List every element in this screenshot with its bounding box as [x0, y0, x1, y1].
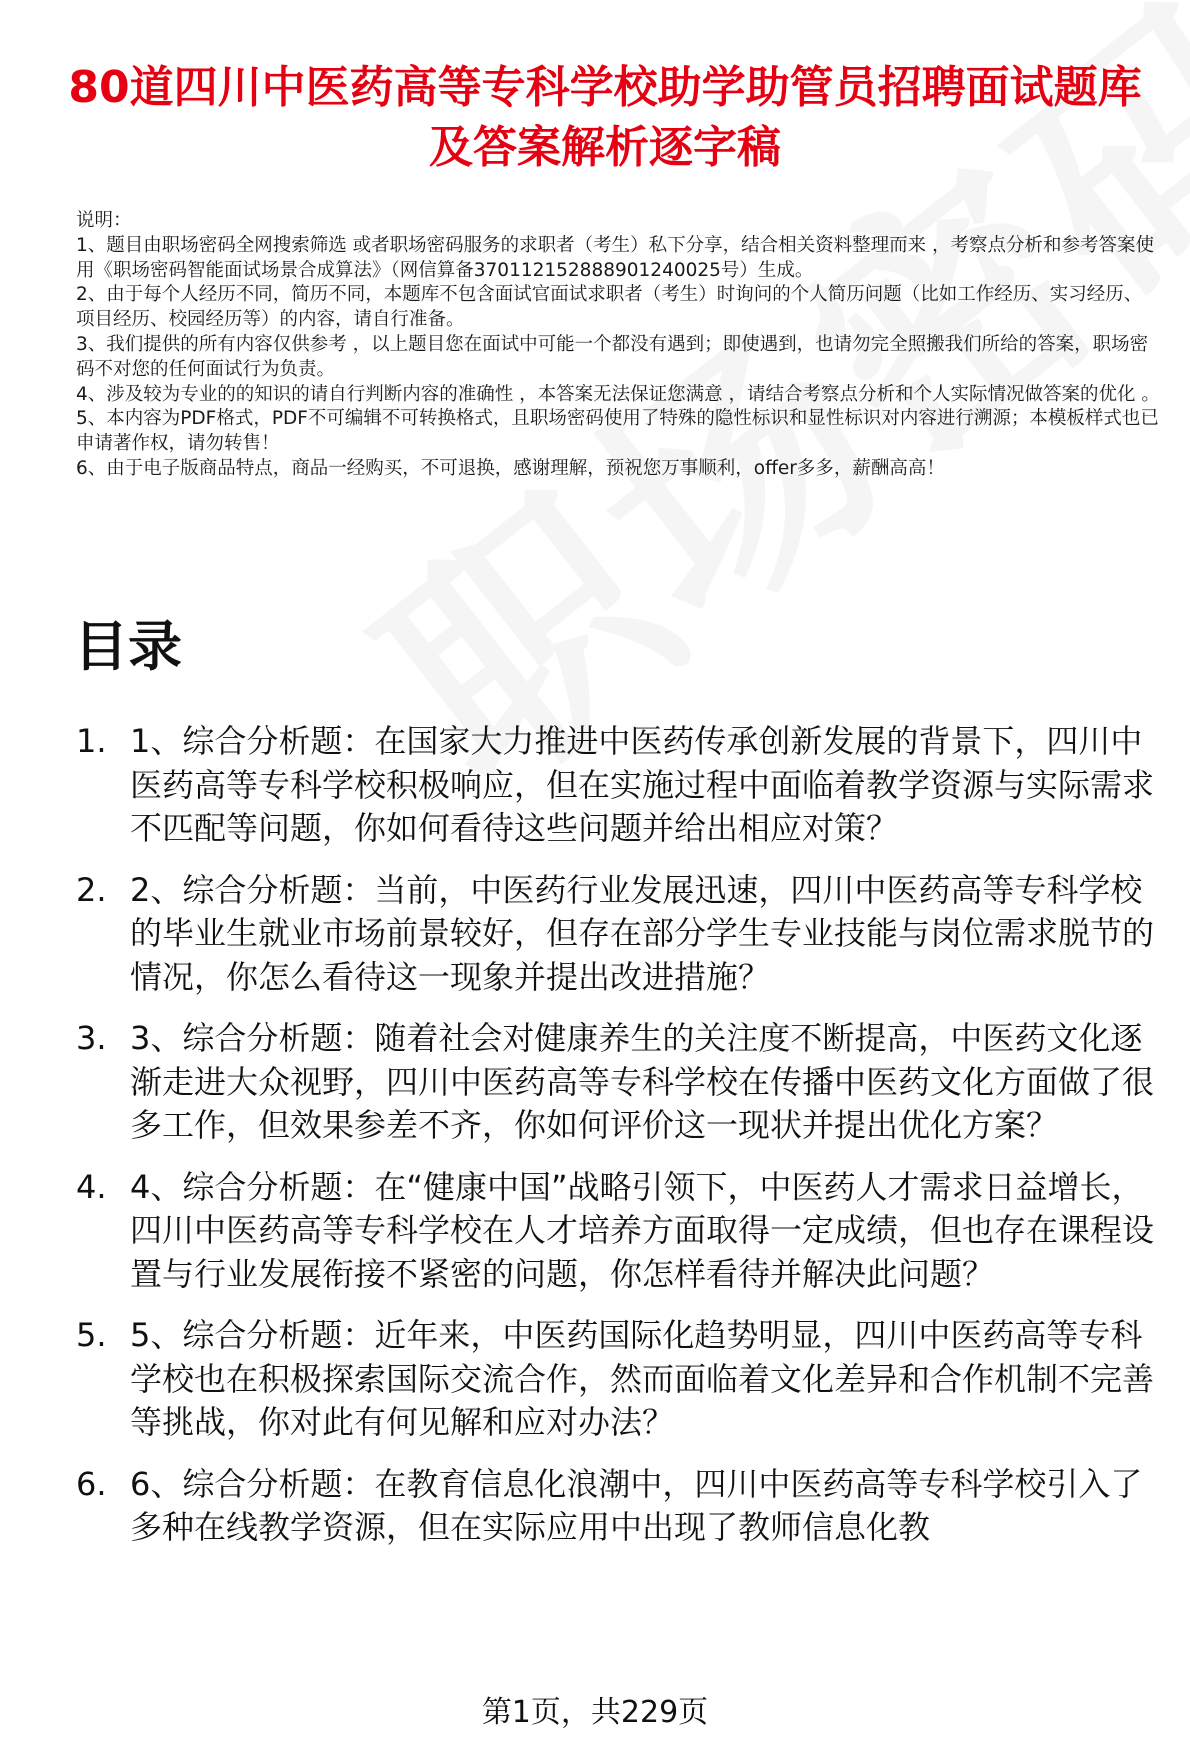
- toc-item[interactable]: [76, 869, 1170, 1000]
- toc-item-number: 1.: [76, 722, 107, 760]
- toc-list: [76, 720, 1170, 1568]
- toc-item[interactable]: [76, 1463, 1170, 1550]
- page-number: 第1页，共229页: [481, 1695, 709, 1730]
- toc-heading: 目录: [74, 615, 182, 678]
- toc-item[interactable]: [76, 1017, 1170, 1148]
- toc-item-text: 5、综合分析题：近年来，中医药国际化趋势明显，四川中医药高等专科学校也在积极探索国际交流合作，然而面临着文化差异和合作机制不完善等挑战，你对此有何见解和应对办法？: [130, 1316, 1155, 1441]
- toc-item-number: 3.: [76, 1019, 107, 1057]
- toc-item-number: 5.: [76, 1316, 107, 1354]
- note-item: 2、由于每个人经历不同，简历不同，本题库不包含面试官面试求职者（考生）时询问的个人简历问题（比如工作经历、实习经历、项目经历、校园经历等）的内容，请自行准备。: [76, 284, 1143, 331]
- toc-item-text: 4、综合分析题：在“健康中国”战略引领下，中医药人才需求日益增长，四川中医药高等专科学校在人才培养方面取得一定成绩，但也存在课程设置与行业发展衔接不紧密的问题，你怎样看待并解决此问题？: [130, 1167, 1155, 1293]
- toc-item[interactable]: [76, 1166, 1170, 1297]
- toc-item[interactable]: [76, 720, 1170, 851]
- document-title: 80道四川中医药高等专科学校助学助管员招聘面试题库及答案解析逐字稿: [68, 62, 1142, 173]
- toc-item-number: 6.: [76, 1464, 107, 1503]
- toc-item-text: 6、综合分析题：在教育信息化浪潮中，四川中医药高等专科学校引入了多种在线教学资源，但在实际应用中出现了教师信息化教: [130, 1464, 1143, 1546]
- note-item: 3、我们提供的所有内容仅供参考 ，以上题目您在面试中可能一个都没有遇到；即使遇到，也请勿完全照搬我们所给的答案，职场密码不对您的任何面试行为负责。: [76, 333, 1149, 380]
- toc-item-number: 2.: [76, 870, 107, 909]
- notes-section: [76, 209, 1160, 482]
- toc-item-text: 3、综合分析题：随着社会对健康养生的关注度不断提高，中医药文化逐渐走进大众视野，四川中医药高等专科学校在传播中医药文化方面做了很多工作，但效果参差不齐，你如何评价这一现状并提出优化方案？: [130, 1019, 1155, 1144]
- note-item: 5、本内容为PDF格式，PDF不可编辑不可转换格式，且职场密码使用了特殊的隐性标识和显性标识对内容进行溯源；本模板样式也已申请著作权，请勿转售！: [76, 408, 1159, 455]
- toc-item-number: 4.: [76, 1167, 107, 1206]
- note-item: 4、涉及较为专业的的知识的请自行判断内容的准确性 ，本答案无法保证您满意 ，请结合考察点分析和个人实际情况做答案的优化 。: [76, 383, 1160, 405]
- note-item: 6、由于电子版商品特点，商品一经购买，不可退换，感谢理解，预祝您万事顺利，offer多多，薪酬高高！: [76, 457, 945, 479]
- toc-item-text: 1、综合分析题：在国家大力推进中医药传承创新发展的背景下，四川中医药高等专科学校积极响应，但在实施过程中面临着教学资源与实际需求不匹配等问题，你如何看待这些问题并给出相应对策？: [130, 722, 1155, 847]
- toc-item-text: 2、综合分析题：当前，中医药行业发展迅速，四川中医药高等专科学校的毕业生就业市场前景较好，但存在部分学生专业技能与岗位需求脱节的情况，你怎么看待这一现象并提出改进措施？: [130, 870, 1155, 996]
- note-item: 1、题目由职场密码全网搜索筛选 或者职场密码服务的求职者（考生）私下分享，结合相关资料整理而来 ，考察点分析和参考答案使用《职场密码智能面试场景合成算法》（网信算备370112152888901240025号）生成。: [76, 234, 1155, 281]
- toc-item[interactable]: [76, 1314, 1170, 1445]
- page-footer: [0, 1688, 1190, 1738]
- notes-heading: 说明：: [76, 210, 132, 231]
